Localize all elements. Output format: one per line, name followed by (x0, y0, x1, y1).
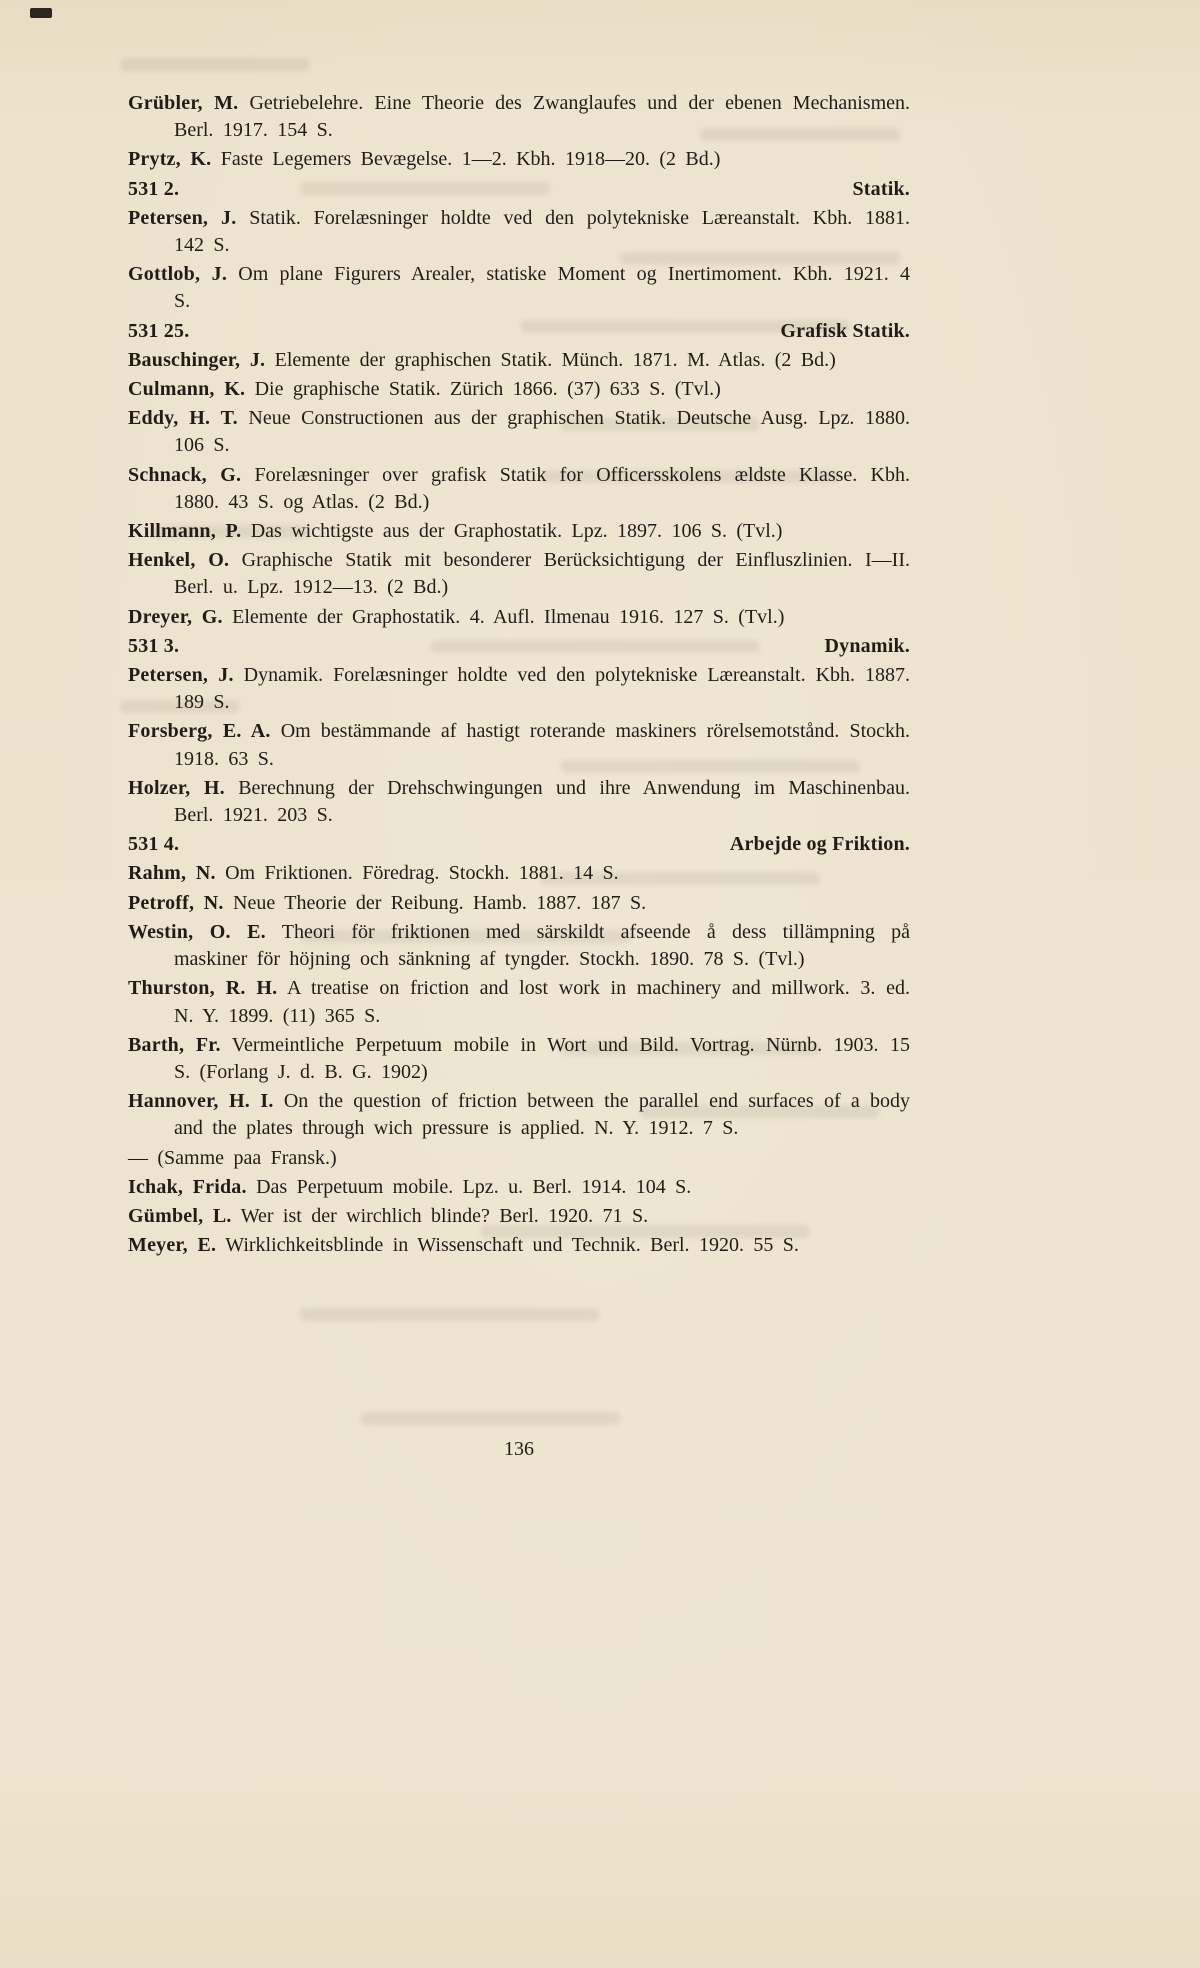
entry-text: Elemente der graphischen Statik. Münch. 1871. M. Atlas. (2 Bd.) (274, 348, 836, 371)
entry-author: Forsberg, E. A. (128, 720, 271, 743)
entry-author: Ichak, Frida. (128, 1175, 247, 1198)
entry-text: Neue Constructionen aus der graphischen Statik. Deutsche Ausg. Lpz. 1880. 106 S. (174, 407, 910, 457)
bibliography-entry (128, 1032, 910, 1086)
page-number: 136 (504, 1438, 534, 1460)
entry-text: Getriebelehre. Eine Theorie des Zwanglaufes und der ebenen Mechanismen. Berl. 1917. 154 S. (174, 92, 910, 142)
entry-author: Henkel, O. (128, 549, 230, 572)
bibliography-list (128, 90, 910, 1261)
bibliography-entry (128, 146, 910, 173)
entry-author: Prytz, K. (128, 148, 212, 171)
bleedthrough-artifact (120, 58, 310, 71)
entry-text: Faste Legemers Bevægelse. 1—2. Kbh. 1918—20. (2 Bd.) (220, 148, 721, 171)
entry-text: Das Perpetuum mobile. Lpz. u. Berl. 1914. 104 S. (256, 1175, 692, 1198)
bibliography-entry (128, 347, 910, 374)
bibliography-entry (128, 90, 910, 144)
bibliography-entry (128, 775, 910, 829)
entry-author: Grübler, M. (128, 92, 239, 114)
bibliography-entry (128, 919, 910, 973)
bibliography-entry (128, 1203, 910, 1230)
entry-author: Dreyer, G. (128, 605, 223, 628)
bibliography-entry (128, 205, 910, 259)
entry-text: Berechnung der Drehschwingungen und ihre Anwendung im Maschinenbau. Berl. 1921. 203 S. (174, 776, 910, 827)
section-number: 531 2. (128, 177, 180, 200)
entry-author: Eddy, H. T. (128, 407, 238, 430)
entry-author: Meyer, E. (128, 1234, 217, 1257)
entry-author: Killmann, P. (128, 520, 242, 543)
entry-text: Theori för friktionen med särskildt afseende å dess tillämpning på maskiner för höjning och sänkning af tyngder. Stockh. 1890. 78 S. (Tvl.) (174, 920, 910, 971)
entry-author: Thurston, R. H. (128, 977, 278, 1000)
bibliography-entry (128, 604, 910, 631)
entry-text: — (Samme paa Fransk.) (128, 1146, 337, 1169)
entry-author: Barth, Fr. (128, 1033, 221, 1056)
section-number: 531 3. (128, 634, 180, 657)
entry-author: Petroff, N. (128, 891, 224, 914)
bibliography-entry (128, 1088, 910, 1142)
section-title: Statik. (852, 177, 910, 200)
bibliography-entry (128, 890, 910, 917)
bibliography-entry (128, 376, 910, 403)
entry-text: Forelæsninger over grafisk Statik for Officersskolens ældste Klasse. Kbh. 1880. 43 S. og Atlas. (2 Bd.) (174, 463, 910, 513)
entry-text: Die graphische Statik. Zürich 1866. (37) 633 S. (Tvl.) (254, 378, 721, 401)
entry-author: Gümbel, L. (128, 1204, 232, 1227)
section-number: 531 4. (128, 833, 180, 856)
entry-text: Graphische Statik mit besonderer Berücksichtigung der Einfluszlinien. I—II. Berl. u. Lpz. 1912—13. (2 Bd.) (174, 549, 910, 599)
entry-author: Culmann, K. (128, 378, 246, 401)
entry-author: Petersen, J. (128, 206, 237, 229)
bibliography-entry (128, 1174, 910, 1201)
bibliography-entry (128, 662, 910, 716)
bibliography-entry (128, 261, 910, 315)
section-number: 531 25. (128, 319, 190, 342)
entry-author: Westin, O. E. (128, 920, 266, 943)
bibliography-entry (128, 718, 910, 772)
bibliography-entry (128, 1232, 910, 1259)
entry-text: Vermeintliche Perpetuum mobile in Wort und Bild. Vortrag. Nürnb. 1903. 15 S. (Forlang J. d. B. G. 1902) (174, 1033, 910, 1083)
bibliography-entry (128, 462, 910, 516)
bleedthrough-artifact (300, 1308, 600, 1321)
bibliography-entry (128, 975, 910, 1029)
section-title: Dynamik. (824, 634, 910, 657)
entry-text: On the question of friction between the parallel end surfaces of a body and the plates through wich pressure is applied. N. Y. 1912. 7 S. (174, 1090, 911, 1140)
section-heading (128, 633, 910, 660)
bleedthrough-artifact (360, 1412, 620, 1425)
bibliography-entry (128, 860, 910, 887)
entry-text: Om Friktionen. Föredrag. Stockh. 1881. 14 S. (225, 862, 619, 885)
entry-text: Das wichtigste aus der Graphostatik. Lpz. 1897. 106 S. (Tvl.) (250, 520, 783, 543)
entry-text: Dynamik. Forelæsninger holdte ved den polytekniske Læreanstalt. Kbh. 1887. 189 S. (174, 664, 911, 714)
entry-author: Gottlob, J. (128, 263, 228, 286)
section-heading (128, 831, 910, 858)
entry-text: Wirklichkeitsblinde in Wissenschaft und Technik. Berl. 1920. 55 S. (225, 1234, 799, 1257)
bibliography-entry (128, 518, 910, 545)
section-heading (128, 318, 910, 345)
entry-text: Om plane Figurers Arealer, statiske Moment og Inertimoment. Kbh. 1921. 4 S. (174, 263, 910, 313)
entry-author: Rahm, N. (128, 862, 216, 885)
entry-text: A treatise on friction and lost work in machinery and millwork. 3. ed. N. Y. 1899. (11) 365 S. (174, 977, 910, 1027)
entry-author: Petersen, J. (128, 664, 234, 687)
entry-author: Bauschinger, J. (128, 348, 266, 371)
entry-text: Elemente der Graphostatik. 4. Aufl. Ilmenau 1916. 127 S. (Tvl.) (232, 605, 785, 628)
entry-text: Statik. Forelæsninger holdte ved den polytekniske Læreanstalt. Kbh. 1881. 142 S. (174, 206, 911, 257)
entry-author: Schnack, G. (128, 463, 242, 486)
entry-author: Holzer, H. (128, 776, 225, 799)
bibliography-entry (128, 1145, 910, 1172)
entry-text: Om bestämmande af hastigt roterande maskiners rörelsemotstånd. Stockh. 1918. 63 S. (174, 720, 911, 770)
entry-text: Neue Theorie der Reibung. Hamb. 1887. 187 S. (233, 891, 647, 914)
entry-author: Hannover, H. I. (128, 1090, 274, 1113)
section-title: Grafisk Statik. (780, 319, 910, 342)
section-heading (128, 176, 910, 203)
entry-text: Wer ist der wirchlich blinde? Berl. 1920. 71 S. (240, 1204, 649, 1227)
section-title: Arbejde og Friktion. (729, 833, 910, 856)
ink-speck (30, 8, 52, 18)
bibliography-entry (128, 547, 910, 601)
bibliography-entry (128, 405, 910, 459)
